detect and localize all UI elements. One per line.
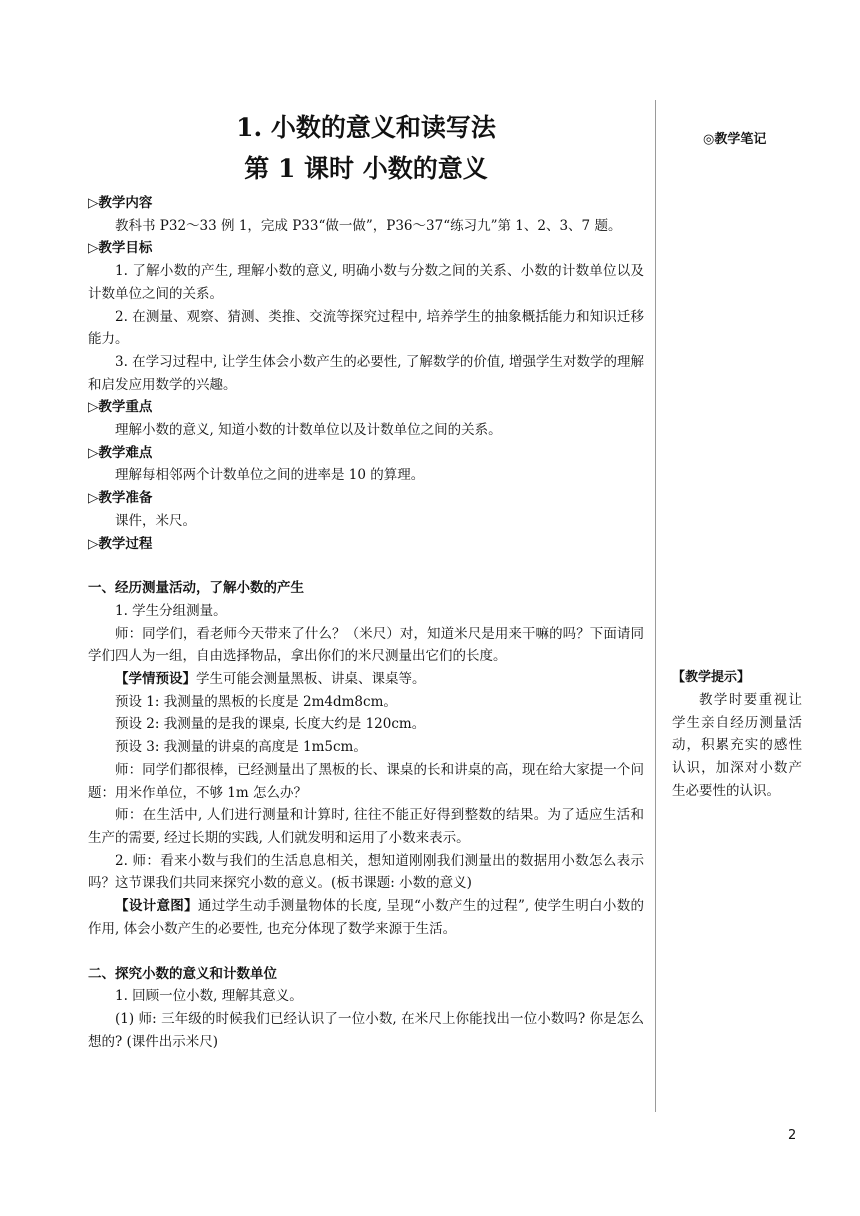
part1-paragraph-5: 预设 2: 我测量的是我的课桌, 长度大约是 120cm。 <box>115 716 426 733</box>
spacer <box>88 941 644 963</box>
section-heading-preparation: ▷教学准备 <box>88 490 153 507</box>
part1-paragraph-9: 2. 师：看来小数与我们的生活息息相关，想知道刚刚我们测量出的数据用小数怎么表示吗？这节课我们共同来探究小数的意义。(板书课题: 小数的意义) <box>88 852 644 892</box>
section-heading-content: ▷教学内容 <box>88 195 153 211</box>
section-difficulties-text: 理解每相邻两个计数单位之间的进率是 10 的算理。 <box>115 467 425 484</box>
part2-paragraph-1: 1. 回顾一位小数, 理解其意义。 <box>115 988 303 1005</box>
goal-item-1: 1. 了解小数的产生, 理解小数的意义, 明确小数与分数之间的关系、小数的计数单位以及计数单位之间的关系。 <box>88 263 644 302</box>
part1-paragraph-2: 师：同学们，看老师今天带来了什么？（米尺）对，知道米尺是用来干嘛的吗？下面请同学们四人为一组，自由选择物品，拿出你们的米尺测量出它们的长度。 <box>88 625 644 665</box>
lesson-subtitle: 第 1 课时 小数的意义 <box>244 154 488 183</box>
section-heading-goals: ▷教学目标 <box>88 240 153 257</box>
part1-paragraph-10 <box>88 895 644 940</box>
page-title: 1. 小数的意义和读写法 <box>236 113 496 142</box>
part2-heading: 二、探究小数的意义和计数单位 <box>88 965 277 982</box>
teaching-tip-box <box>672 667 802 803</box>
part1-heading: 一、经历测量活动，了解小数的产生 <box>88 580 304 597</box>
student-presets-text: 学生可能会测量黑板、讲桌、课桌等。 <box>196 671 426 688</box>
teaching-notes-title: ◎教学笔记 <box>703 132 767 147</box>
part1-paragraph-7: 师：同学们都很棒，已经测量出了黑板的长、课桌的长和讲桌的高，现在给大家提一个问题：用米作单位，不够 1m 怎么办？ <box>88 761 644 801</box>
spacer <box>88 555 644 577</box>
goal-item-2: 2. 在测量、观察、猜测、类推、交流等探究过程中, 培养学生的抽象概括能力和知识迁移能力。 <box>88 308 644 348</box>
section-heading-key-points: ▷教学重点 <box>88 399 153 416</box>
section-preparation-text: 课件，米尺。 <box>115 512 196 529</box>
column-divider <box>655 100 656 1112</box>
section-heading-process: ▷教学过程 <box>88 535 153 552</box>
page-number: 2 <box>788 1128 797 1143</box>
part1-paragraph-6: 预设 3: 我测量的讲桌的高度是 1m5cm。 <box>115 739 367 756</box>
goal-item-3: 3. 在学习过程中, 让学生体会小数产生的必要性, 了解数学的价值, 增强学生对数学的理解和启发应用数学的兴趣。 <box>88 353 644 393</box>
teaching-tip-heading: 【教学提示】 <box>672 670 751 685</box>
part1-paragraph-8: 师：在生活中, 人们进行测量和计算时, 往往不能正好得到整数的结果。为了适应生活和生产的需要, 经过长期的实践, 人们就发明和运用了小数来表示。 <box>88 807 644 846</box>
design-intent-text: 通过学生动手测量物体的长度, 呈现“小数产生的过程”, 使学生明白小数的作用, 体会小数产生的必要性, 也充分体现了数学来源于生活。 <box>88 898 645 937</box>
part1-paragraph-4: 预设 1: 我测量的黑板的长度是 2m4dm8cm。 <box>115 693 397 710</box>
part2-paragraph-2: (1) 师: 三年级的时候我们已经认识了一位小数, 在米尺上你能找出一位小数吗? 你是怎么想的? (课件出示米尺) <box>88 1010 644 1050</box>
design-intent-label: 【设计意图】 <box>115 898 198 915</box>
student-presets-label: 【学情预设】 <box>115 671 196 688</box>
part1-paragraph-1: 1. 学生分组测量。 <box>115 602 227 619</box>
section-key-points-text: 理解小数的意义, 知道小数的计数单位以及计数单位之间的关系。 <box>115 422 502 439</box>
section-content-text: 教科书 P32～33 例 1，完成 P33“做一做”，P36～37“练习九”第 1、2、3、7 题。 <box>115 217 622 234</box>
teaching-tip-body: 教学时要重视让学生亲自经历测量活动，积累充实的感性认识，加深对小数产生必要性的认识。 <box>672 692 802 799</box>
part1-paragraph-3 <box>88 668 644 691</box>
lesson-plan-main <box>88 108 644 1053</box>
section-heading-difficulties: ▷教学难点 <box>88 444 153 461</box>
